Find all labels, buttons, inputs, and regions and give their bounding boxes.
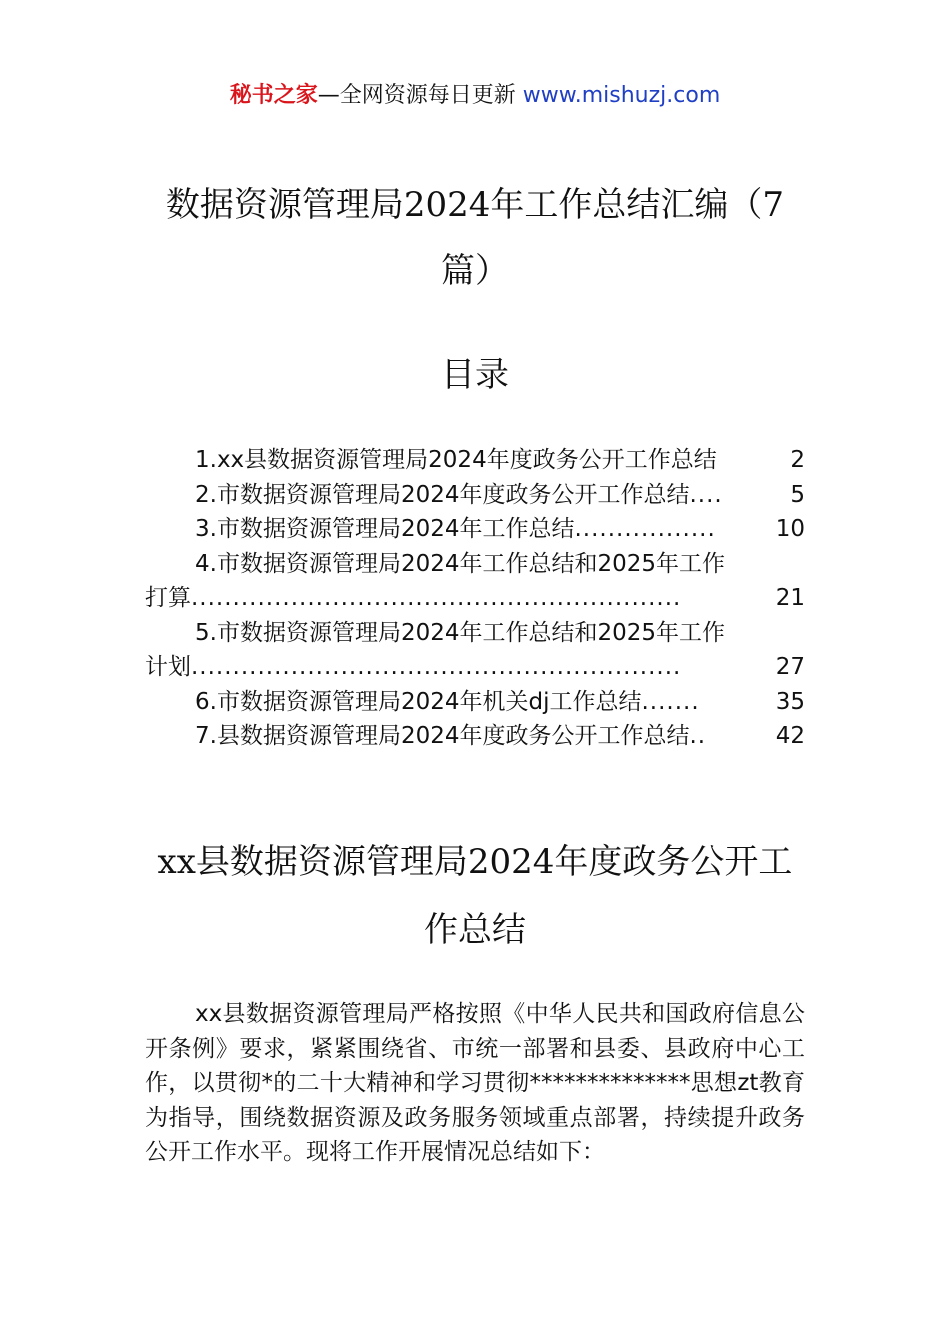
toc-heading: 目录 xyxy=(441,355,509,395)
toc-entry[interactable] xyxy=(145,443,805,478)
document-title: 数据资源管理局2024年工作总结汇编（7篇） xyxy=(165,185,785,291)
toc-entry-page: 2 xyxy=(790,447,805,473)
toc-entry-page: 21 xyxy=(775,585,805,611)
site-name: 秘书之家 xyxy=(229,83,318,108)
toc-entry-title: 4.市数据资源管理局2024年工作总结和2025年工作 xyxy=(195,550,726,577)
toc-entry[interactable] xyxy=(145,616,805,685)
toc-entry-leader: .... xyxy=(689,481,723,508)
toc-entry-title: 6.市数据资源管理局2024年机关dj工作总结 xyxy=(195,688,642,715)
toc-entry-title: 7.县数据资源管理局2024年度政务公开工作总结 xyxy=(195,723,690,749)
toc-entry[interactable] xyxy=(145,685,805,720)
toc-entry-page: 5 xyxy=(790,481,805,508)
toc-entry-leader: .. xyxy=(689,723,707,749)
toc-entry-title-cont: 打算 xyxy=(145,585,191,611)
toc-entry[interactable] xyxy=(145,719,805,754)
toc-entry[interactable] xyxy=(145,478,805,513)
toc-entry-title: 5.市数据资源管理局2024年工作总结和2025年工作 xyxy=(195,619,726,646)
toc-entry[interactable] xyxy=(145,512,805,547)
toc-entry-leader: ........................................................... xyxy=(191,654,682,680)
toc-entry-leader: ....... xyxy=(641,688,700,715)
toc-entry-page: 42 xyxy=(775,723,805,749)
toc-entry-page: 35 xyxy=(775,688,805,715)
toc-entry-leader: ................. xyxy=(574,516,716,542)
toc-entry-page: 27 xyxy=(775,654,805,680)
toc-entry[interactable] xyxy=(145,547,805,616)
site-url-link[interactable]: www.mishuzj.com xyxy=(522,83,721,108)
toc-entry-title-cont: 计划 xyxy=(145,654,191,680)
toc-entry-page: 10 xyxy=(775,516,805,542)
body-paragraph: xx县数据资源管理局严格按照《中华人民共和国政府信息公开条例》要求，紧紧围绕省、市统一部署和县委、县政府中心工作，以贯彻*的二十大精神和学习贯彻**************思想zt教育为指导，围绕数据资源及政务服务领域重点部署，持续提升政务公开工作水平。现将工作开展情况总结如下： xyxy=(145,1001,805,1165)
toc-entry-title: 3.市数据资源管理局2024年工作总结 xyxy=(195,516,575,542)
toc-entry-leader: ........................................................... xyxy=(191,585,682,611)
site-slogan: —全网资源每日更新 xyxy=(317,83,523,108)
toc-entry-title: 1.xx县数据资源管理局2024年度政务公开工作总结 xyxy=(195,447,717,473)
site-header xyxy=(0,80,950,112)
toc-entry-title: 2.市数据资源管理局2024年度政务公开工作总结 xyxy=(195,481,690,508)
table-of-contents xyxy=(145,443,805,754)
section-title: xx县数据资源管理局2024年度政务公开工作总结 xyxy=(157,842,793,950)
